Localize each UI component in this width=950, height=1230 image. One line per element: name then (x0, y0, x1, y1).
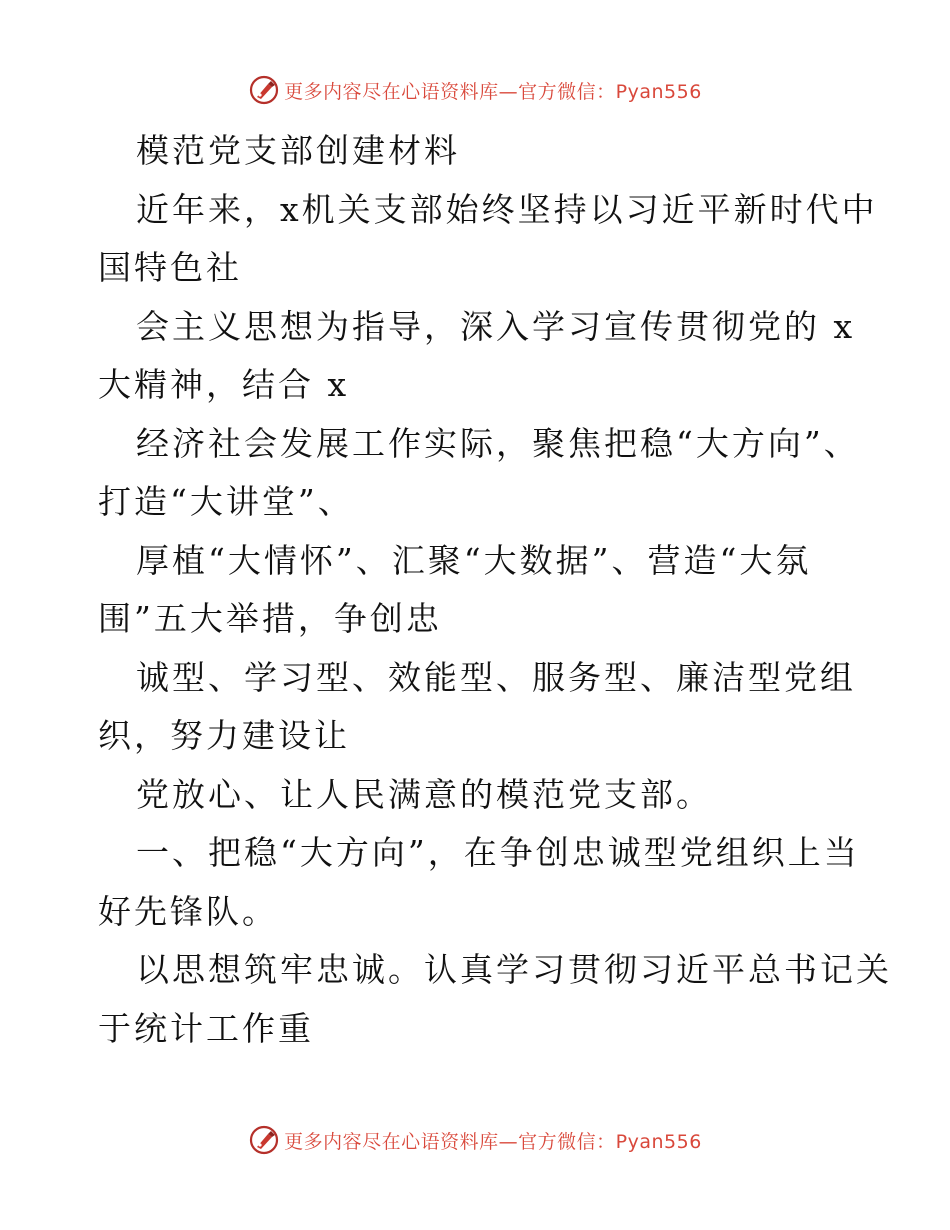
paragraph-line: 国特色社 (98, 248, 242, 287)
watermark-text: 更多内容尽在心语资料库—官方微信：Pyan556 (284, 1130, 702, 1153)
document-title: 模范党支部创建材料 (136, 131, 460, 170)
paragraph-line: 围”五大举措，争创忠 (98, 599, 442, 638)
paragraph-line: 近年来，x机关支部始终坚持以习近平新时代中 (136, 189, 878, 229)
header-watermark (0, 70, 950, 110)
paragraph-line: 会主义思想为指导，深入学习宣传贯彻党的 x (136, 306, 856, 346)
paragraph-line: 织，努力建设让 (98, 716, 350, 755)
pen-nib-logo-icon (248, 1124, 280, 1156)
paragraph-line: 于统计工作重 (98, 1008, 314, 1048)
paragraph-line: 以思想筑牢忠诚。认真学习贯彻习近平总书记关 (136, 950, 892, 989)
pen-nib-logo-icon (248, 74, 280, 106)
paragraph-line: 诚型、学习型、效能型、服务型、廉洁型党组 (136, 657, 856, 697)
paragraph-line: 大精神，结合 x (98, 365, 350, 404)
section-heading: 一、把稳“大方向”，在争创忠诚型党组织上当 (136, 833, 860, 872)
footer-watermark (0, 1120, 950, 1160)
section-heading: 好先锋队。 (98, 891, 278, 931)
document-body (98, 122, 892, 1058)
paragraph-line: 经济社会发展工作实际，聚焦把稳“大方向”、 (136, 423, 860, 463)
paragraph-line: 厚植“大情怀”、汇聚“大数据”、营造“大氛 (136, 540, 812, 580)
paragraph-line: 党放心、让人民满意的模范党支部。 (136, 774, 712, 814)
watermark-text: 更多内容尽在心语资料库—官方微信：Pyan556 (284, 80, 702, 103)
paragraph-line: 打造“大讲堂”、 (98, 482, 354, 521)
